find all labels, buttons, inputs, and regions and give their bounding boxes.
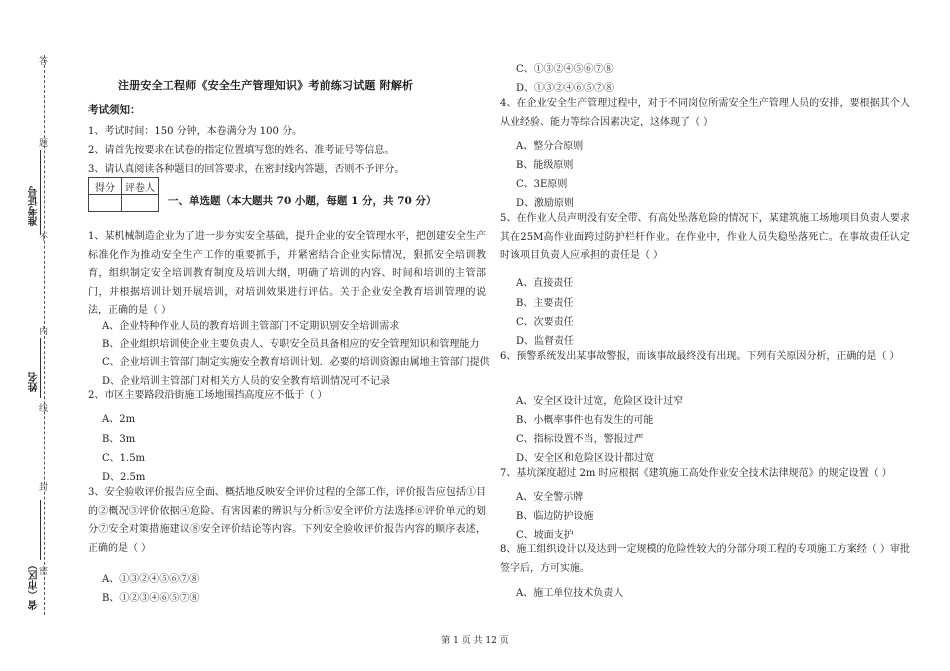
question-stem: 7、基坑深度超过 2m 时应根据《建筑施工高处作业安全技术法律规范》的规定设置（ ） xyxy=(500,468,892,479)
page-footer: 第 1 页 共 12 页 xyxy=(441,636,509,646)
question-option: C、①③②④⑤⑥⑦⑧ xyxy=(516,64,614,75)
exam-number-label: 准考证号 xyxy=(29,186,40,226)
question-stem: 1、某机械制造企业为了进一步夯实安全基础，提升企业的安全管理水平，把创建安全生产标准化作为推动安全生产工作的重要抓手，并紧密结合企业实际情况，狠抓安全培训教育，组织制定安全培训教育制度及培训大纲，明确了培训的内容、时间和培训的主管部门，并根据培训计划开展培训，对培训效果进行评估。关于企业安全教育培训管理的说法，正确的是（ ） xyxy=(88,231,486,317)
seal-char: 密 xyxy=(39,567,49,577)
name-label: 姓名 xyxy=(29,372,40,392)
question-stem: 2、市区主要路段沿街施工场地围挡高度应不低于（ ） xyxy=(88,390,328,401)
question-option: A、企业特种作业人员的教育培训主管部门不定期识别安全培训需求 xyxy=(102,321,400,332)
question-option: A、安全区设计过宽，危险区设计过窄 xyxy=(516,396,684,407)
question-option: B、3m xyxy=(102,434,136,445)
question-option: D、监督责任 xyxy=(516,336,575,347)
binding-margin xyxy=(0,0,60,671)
question-option: C、指标设置不当，警报过严 xyxy=(516,434,644,445)
grader-header: 评卷人 xyxy=(122,178,159,195)
question-stem: 3、安全验收评价报告应全面、概括地反映安全评价过程的全部工作，评价报告应包括①目的②概况③评价依据④危险、有害因素的辨识与分析⑤安全评价方法选择⑥评价单元的划分⑦安全对策措施建议⑧安全评价结论等内容。下列安全验收评价报告内容的顺序表述，正确的是（ ） xyxy=(88,487,486,554)
name-fill-line xyxy=(40,338,41,398)
question-option: C、次要责任 xyxy=(516,317,574,328)
question-option: C、3E原则 xyxy=(516,179,568,190)
province-fill-line xyxy=(40,500,41,560)
seal-char: 题 xyxy=(39,139,49,149)
question-option: D、企业培训主管部门对相关方人员的安全教育培训情况可不记录 xyxy=(102,376,391,387)
question-option: C、坡面支护 xyxy=(516,530,574,541)
question-stem: 8、施工组织设计以及达到一定规模的危险性较大的分部分项工程的专项施工方案经（ ）审批签字后，方可实施。 xyxy=(500,544,910,574)
question-option: C、企业培训主管部门制定实施安全教育培训计划．必要的培训资源由属地主管部门提供 xyxy=(102,357,490,368)
notice-item: 2、请首先按要求在试卷的指定位置填写您的姓名、准考证号等信息。 xyxy=(88,145,395,156)
seal-char: 不 xyxy=(39,233,49,243)
question-option: D、激励原则 xyxy=(516,198,575,209)
notice-item: 1、考试时间：150 分钟，本卷满分为 100 分。 xyxy=(88,126,303,137)
question-option: D、①③②④⑥⑤⑦⑧ xyxy=(516,83,615,94)
question-option: D、2.5m xyxy=(102,472,146,483)
question-option: B、小概率事件也有发生的可能 xyxy=(516,415,654,426)
province-label: 省（市区） xyxy=(29,560,40,610)
grader-cell xyxy=(122,195,159,212)
seal-char: 封 xyxy=(39,483,49,493)
exam-number-fill-line xyxy=(40,150,41,235)
score-table xyxy=(88,177,159,212)
score-header: 得分 xyxy=(89,178,122,195)
question-option: D、安全区和危险区设计都过宽 xyxy=(516,453,655,464)
notice-item: 3、请认真阅读各种题目的回答要求，在密封线内答题，否则不予评分。 xyxy=(88,164,405,175)
question-stem: 5、在作业人员声明没有安全带、有高处坠落危险的情况下，某建筑施工场地项目负责人要求其在25M高作业面跨过防护栏杆作业。在作业中，作业人员失稳坠落死亡。在事故责任认定时该项目负责人应承担的责任是（ ） xyxy=(500,213,910,262)
question-option: A、整分合原则 xyxy=(516,141,584,152)
seal-char: 答 xyxy=(39,57,49,67)
question-option: A、2m xyxy=(102,414,136,425)
question-option: A、①③②④⑤⑥⑦⑧ xyxy=(102,574,200,585)
question-option: A、施工单位技术负责人 xyxy=(516,588,624,599)
seal-char: 内 xyxy=(39,327,49,337)
question-option: A、直接责任 xyxy=(516,278,574,289)
question-option: B、临边防护设施 xyxy=(516,511,594,522)
seal-char: 线 xyxy=(39,404,49,414)
section-heading: 一、单选题（本大题共 70 小题，每题 1 分，共 70 分） xyxy=(168,195,437,207)
notice-heading: 考试须知： xyxy=(88,104,141,116)
page-title: 注册安全工程师《安全生产管理知识》考前练习试题 附解析 xyxy=(118,79,414,92)
question-option: A、安全警示牌 xyxy=(516,492,584,503)
question-option: B、能级原则 xyxy=(516,160,574,171)
question-option: C、1.5m xyxy=(102,453,146,464)
question-option: B、企业组织培训使企业主要负责人、专职安全员具备相应的安全管理知识和管理能力 xyxy=(102,339,480,350)
question-stem: 6、预警系统发出某事故警报，而该事故最终没有出现。下列有关原因分析，正确的是（ ） xyxy=(500,351,900,362)
question-option: B、①②③④⑥⑤⑦⑧ xyxy=(102,593,200,604)
question-stem: 4、在企业安全生产管理过程中，对于不同岗位所需安全生产管理人员的安排，要根据其个人从业经验、能力等综合因素决定，这体现了（ ） xyxy=(500,98,910,128)
score-cell xyxy=(89,195,122,212)
question-option: B、主要责任 xyxy=(516,298,574,309)
